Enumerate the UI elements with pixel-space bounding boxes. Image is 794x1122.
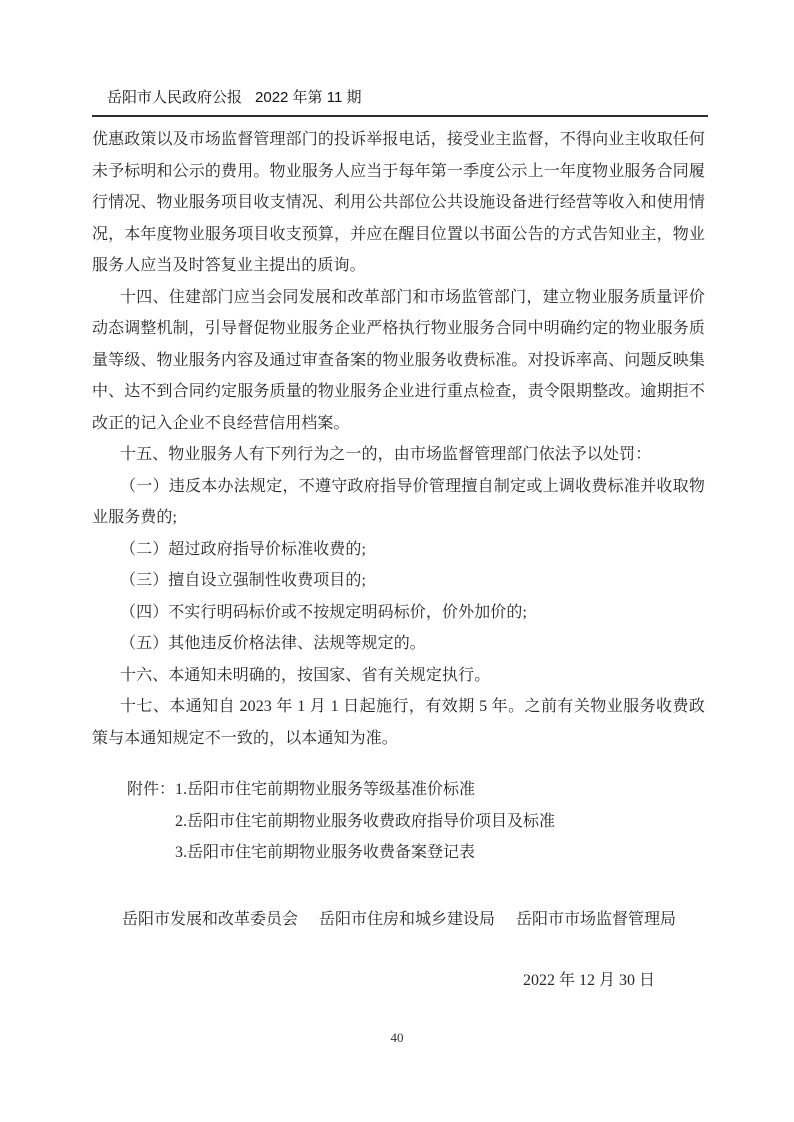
paragraph: （二）超过政府指导价标准收费的; bbox=[120, 540, 367, 558]
agency-name: 岳阳市发展和改革委员会 bbox=[122, 911, 299, 928]
agency-name: 岳阳市住房和城乡建设局 bbox=[319, 911, 496, 928]
page-number: 40 bbox=[390, 1030, 404, 1045]
issue-number: 2022 年第 11 期 bbox=[255, 89, 362, 106]
attachments-label: 附件： bbox=[127, 781, 176, 798]
paragraph: 十六、本通知未明确的，按国家、省有关规定执行。 bbox=[120, 666, 491, 684]
agency-name: 岳阳市市场监督管理局 bbox=[516, 911, 677, 928]
paragraph: （四）不实行明码标价或不按规定明码标价，价外加价的; bbox=[120, 603, 528, 621]
paragraph: （五）其他违反价格法律、法规等规定的。 bbox=[120, 635, 426, 652]
paragraph: （三）擅自设立强制性收费项目的; bbox=[120, 572, 367, 589]
paragraph: 十五、物业服务人有下列行为之一的，由市场监督管理部门依法予以处罚： bbox=[120, 446, 652, 463]
paragraph: （一）违反本办法规定，不遵守政府指导价管理擅自制定或上调收费标准并收取物业服务费的; bbox=[92, 477, 705, 526]
attachments-block bbox=[127, 774, 555, 869]
document-body bbox=[92, 124, 705, 754]
attachment-item: 3.岳阳市住宅前期物业服务收费备案登记表 bbox=[175, 844, 476, 862]
attachment-item: 1.岳阳市住宅前期物业服务等级基准价标准 bbox=[175, 781, 476, 798]
document-date: 2022 年 12 月 30 日 bbox=[522, 972, 655, 989]
attachment-items bbox=[175, 774, 555, 869]
attachment-item: 2.岳阳市住宅前期物业服务收费政府指导价项目及标准 bbox=[175, 812, 556, 830]
paragraph: 优惠政策以及市场监督管理部门的投诉举报电话，接受业主监督，不得向业主收取任何未予标明和公示的费用。物业服务人应当于每年第一季度公示上一年度物业服务合同履行情况、物业服务项目收支情况、利用公共部位公共设施设备进行经营等收入和使用情况，本年度物业服务项目收支预算，并应在醒目位置以书面公告的方式告知业主，物业服务人应当及时答复业主提出的质询。 bbox=[92, 131, 705, 274]
gazette-title: 岳阳市人民政府公报 bbox=[107, 89, 243, 106]
page-header bbox=[92, 86, 708, 117]
paragraph: 十七、本通知自 2023 年 1 月 1 日起施行，有效期 5 年。之前有关物业服务收费政策与本通知规定不一致的，以本通知为准。 bbox=[92, 698, 705, 747]
signature-line bbox=[122, 906, 676, 929]
paragraph: 十四、住建部门应当会同发展和改革部门和市场监管部门，建立物业服务质量评价动态调整机制，引导督促物业服务企业严格执行物业服务合同中明确约定的物业服务质量等级、物业服务内容及通过审查备案的物业服务收费标准。对投诉率高、问题反映集中、达不到合同约定服务质量的物业服务企业进行重点检查，责令限期整改。逾期拒不改正的记入企业不良经营信用档案。 bbox=[92, 288, 705, 432]
